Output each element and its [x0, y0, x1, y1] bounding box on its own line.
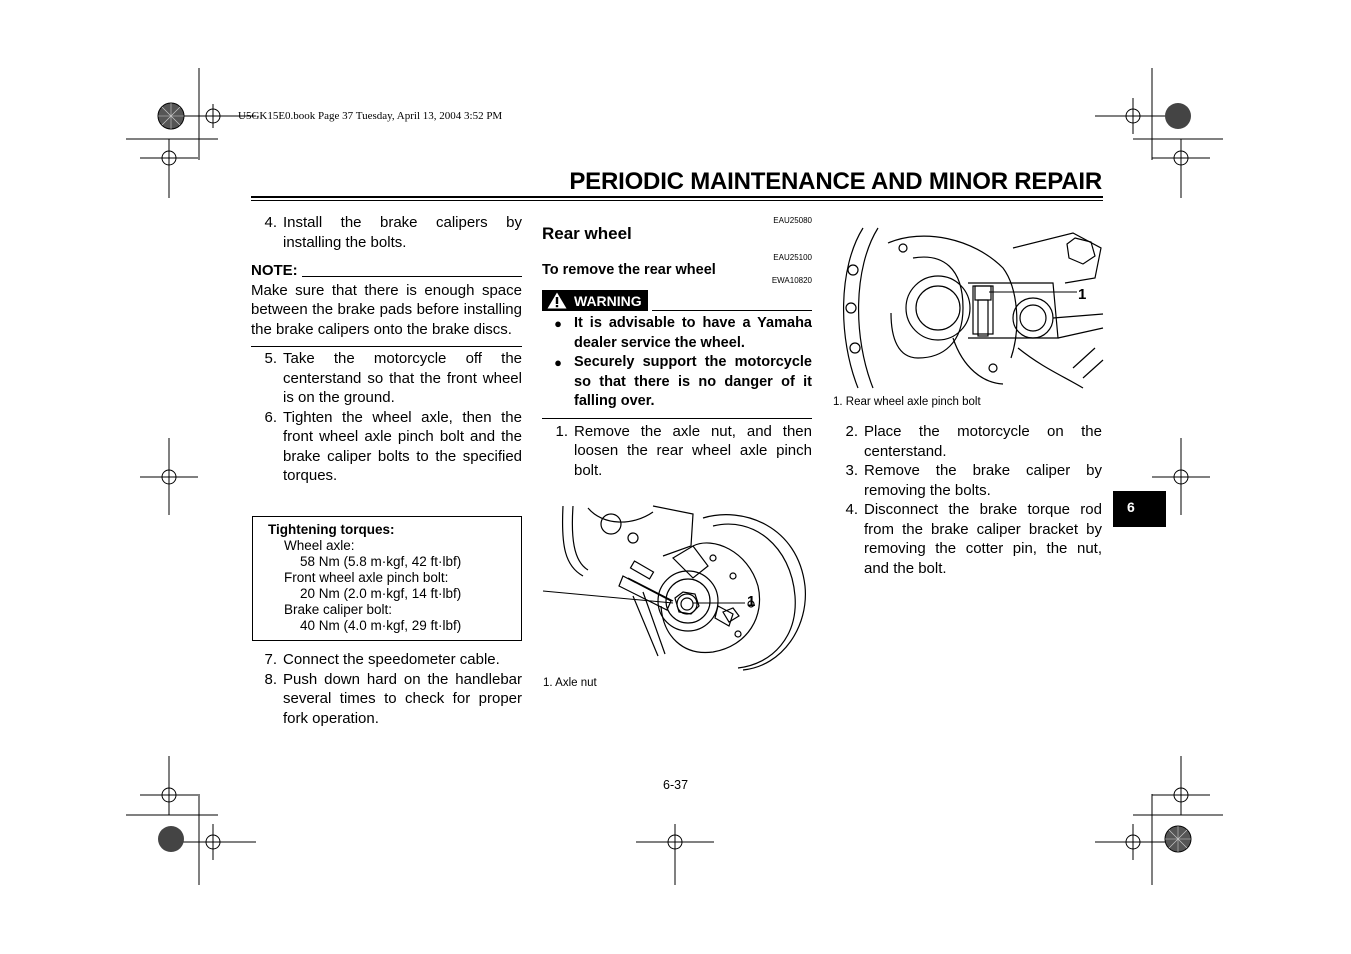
step-7: 7. Connect the speedometer cable. — [264, 651, 500, 668]
axle-nut-illustration — [543, 506, 812, 670]
note-end-rule — [251, 346, 522, 347]
step-4b: 4. Disconnect the brake torque rod from the brake caliper bracket by removing the cotter pin, the nut, and the bolt. — [845, 501, 1102, 577]
warning-bullet: ● Securely support the motorcycle so that there is no danger of it falling over. — [542, 353, 812, 412]
page-number: 6-37 — [663, 778, 689, 792]
page-title: PERIODIC MAINTENANCE AND MINOR REPAIR — [569, 168, 1102, 195]
warning-triangle-icon — [547, 292, 567, 309]
torque-caliper-bolt: Brake caliper bolt: — [284, 602, 393, 617]
torque-wheel-axle-value: 58 Nm (5.8 m·kgf, 42 ft·lbf) — [300, 554, 462, 569]
axle-pinch-bolt-illustration — [833, 228, 1103, 388]
warning-end-rule — [542, 418, 812, 419]
title-rule-thin — [251, 200, 1103, 201]
title-rule — [251, 196, 1103, 198]
tightening-torques-box — [252, 516, 522, 641]
bullet-dot-icon: ● — [554, 355, 562, 370]
bullet-dot-icon: ● — [554, 316, 562, 331]
note-text: Make sure that there is enough space between the brake pads before installing the brake calipers onto the brake discs. — [251, 281, 522, 338]
warning-bullets — [542, 314, 812, 412]
warning-heading — [542, 290, 812, 311]
step-8: 8. Push down hard on the handlebar several times to check for proper fork operation. — [264, 670, 522, 727]
torques-title: Tightening torques: — [268, 522, 395, 537]
column-1-bottom — [251, 650, 522, 728]
torque-wheel-axle: Wheel axle: — [284, 538, 355, 553]
torque-caliper-bolt-value: 40 Nm (4.0 m·kgf, 29 ft·lbf) — [300, 618, 462, 633]
subheading-remove-rear-wheel: To remove the rear wheel — [542, 262, 716, 278]
column-1 — [251, 213, 522, 486]
chapter-tab[interactable]: 6 — [1113, 491, 1166, 527]
section-heading-rear-wheel: Rear wheel — [542, 224, 632, 243]
torque-pinch-bolt: Front wheel axle pinch bolt: — [284, 570, 449, 585]
axle-nut-callout: 1 — [747, 593, 756, 610]
note-heading: NOTE: — [251, 261, 522, 281]
column-3 — [832, 422, 1102, 578]
pinch-bolt-callout: 1 — [1078, 286, 1087, 303]
figure-caption-pinch-bolt: 1. Rear wheel axle pinch bolt — [833, 396, 981, 408]
step-6: 6. Tighten the wheel axle, then the front wheel axle pinch bolt and the brake caliper bolts to the specified torques. — [264, 408, 522, 484]
torque-pinch-bolt-value: 20 Nm (2.0 m·kgf, 14 ft·lbf) — [300, 586, 462, 601]
step-3: 3. Remove the brake caliper by removing the bolts. — [845, 462, 1102, 499]
code-eau25080: EAU25080 — [773, 216, 812, 225]
step-2: 2. Place the motorcycle on the centerstand. — [845, 423, 1102, 460]
code-ewa10820: EWA10820 — [771, 276, 812, 285]
book-info-line: U5GK15E0.book Page 37 Tuesday, April 13, 2004 3:52 PM — [238, 110, 503, 122]
step-4: 4. Install the brake calipers by installing the bolts. — [264, 214, 522, 251]
column-2 — [542, 216, 812, 480]
figure-caption-axle-nut: 1. Axle nut — [543, 677, 597, 689]
warning-badge: WARNING — [542, 290, 648, 311]
step-5: 5. Take the motorcycle off the centerstand so that the front wheel is on the ground. — [264, 350, 522, 406]
step-1: 1. Remove the axle nut, and then loosen the rear wheel axle pinch bolt. — [555, 422, 812, 479]
code-eau25100: EAU25100 — [773, 253, 812, 262]
warning-bullet: ● It is advisable to have a Yamaha dealer service the wheel. — [542, 314, 812, 353]
